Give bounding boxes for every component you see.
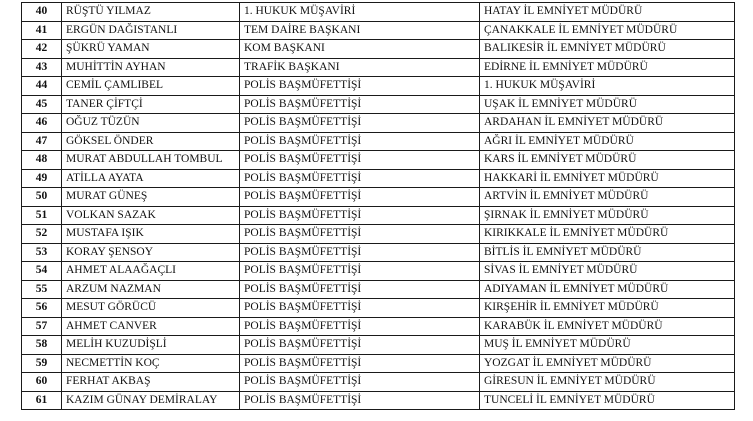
new-position: ADIYAMAN İL EMNİYET MÜDÜRÜ xyxy=(480,280,735,299)
row-number: 55 xyxy=(22,280,62,299)
current-position: 1. HUKUK MÜŞAVİRİ xyxy=(240,3,480,22)
new-position: MUŞ İL EMNİYET MÜDÜRÜ xyxy=(480,336,735,355)
person-name: AHMET ALAAĞAÇLI xyxy=(62,262,240,281)
table-row xyxy=(22,354,735,373)
person-name: CEMİL ÇAMLIBEL xyxy=(62,77,240,96)
new-position: KIRIKKALE İL EMNİYET MÜDÜRÜ xyxy=(480,225,735,244)
current-position: POLİS BAŞMÜFETTİŞİ xyxy=(240,391,480,410)
new-position: KARABÜK İL EMNİYET MÜDÜRÜ xyxy=(480,317,735,336)
person-name: TANER ÇİFTÇİ xyxy=(62,95,240,114)
new-position: HAKKARİ İL EMNİYET MÜDÜRÜ xyxy=(480,169,735,188)
row-number: 43 xyxy=(22,58,62,77)
table-row xyxy=(22,40,735,59)
row-number: 52 xyxy=(22,225,62,244)
table-row xyxy=(22,21,735,40)
row-number: 50 xyxy=(22,188,62,207)
new-position: HATAY İL EMNİYET MÜDÜRÜ xyxy=(480,3,735,22)
row-number: 54 xyxy=(22,262,62,281)
table-row xyxy=(22,151,735,170)
current-position: POLİS BAŞMÜFETTİŞİ xyxy=(240,188,480,207)
person-name: NECMETTİN KOÇ xyxy=(62,354,240,373)
person-name: MUSTAFA IŞIK xyxy=(62,225,240,244)
person-name: KORAY ŞENSOY xyxy=(62,243,240,262)
row-number: 44 xyxy=(22,77,62,96)
table-row xyxy=(22,317,735,336)
row-number: 48 xyxy=(22,151,62,170)
current-position: POLİS BAŞMÜFETTİŞİ xyxy=(240,132,480,151)
current-position: POLİS BAŞMÜFETTİŞİ xyxy=(240,169,480,188)
row-number: 45 xyxy=(22,95,62,114)
current-position: POLİS BAŞMÜFETTİŞİ xyxy=(240,299,480,318)
row-number: 58 xyxy=(22,336,62,355)
row-number: 46 xyxy=(22,114,62,133)
table-row xyxy=(22,336,735,355)
new-position: ARDAHAN İL EMNİYET MÜDÜRÜ xyxy=(480,114,735,133)
person-name: OĞUZ TÜZÜN xyxy=(62,114,240,133)
new-position: EDİRNE İL EMNİYET MÜDÜRÜ xyxy=(480,58,735,77)
new-position: ŞIRNAK İL EMNİYET MÜDÜRÜ xyxy=(480,206,735,225)
current-position: POLİS BAŞMÜFETTİŞİ xyxy=(240,95,480,114)
current-position: POLİS BAŞMÜFETTİŞİ xyxy=(240,317,480,336)
current-position: POLİS BAŞMÜFETTİŞİ xyxy=(240,280,480,299)
current-position: POLİS BAŞMÜFETTİŞİ xyxy=(240,114,480,133)
current-position: KOM BAŞKANI xyxy=(240,40,480,59)
table-row xyxy=(22,225,735,244)
table-row xyxy=(22,373,735,392)
table-row xyxy=(22,243,735,262)
person-name: ATİLLA AYATA xyxy=(62,169,240,188)
person-name: GÖKSEL ÖNDER xyxy=(62,132,240,151)
new-position: BALIKESİR İL EMNİYET MÜDÜRÜ xyxy=(480,40,735,59)
table-row xyxy=(22,95,735,114)
table-row xyxy=(22,77,735,96)
row-number: 40 xyxy=(22,3,62,22)
table-row xyxy=(22,3,735,22)
new-position: GİRESUN İL EMNİYET MÜDÜRÜ xyxy=(480,373,735,392)
person-name: ERGÜN DAĞISTANLI xyxy=(62,21,240,40)
person-name: VOLKAN SAZAK xyxy=(62,206,240,225)
current-position: POLİS BAŞMÜFETTİŞİ xyxy=(240,262,480,281)
row-number: 56 xyxy=(22,299,62,318)
row-number: 41 xyxy=(22,21,62,40)
current-position: POLİS BAŞMÜFETTİŞİ xyxy=(240,373,480,392)
person-name: MELİH KUZUDİŞLİ xyxy=(62,336,240,355)
row-number: 49 xyxy=(22,169,62,188)
person-name: MUHİTTİN AYHAN xyxy=(62,58,240,77)
person-name: KAZIM GÜNAY DEMİRALAY xyxy=(62,391,240,410)
table-row xyxy=(22,391,735,410)
row-number: 42 xyxy=(22,40,62,59)
current-position: POLİS BAŞMÜFETTİŞİ xyxy=(240,243,480,262)
row-number: 57 xyxy=(22,317,62,336)
person-name: MURAT GÜNEŞ xyxy=(62,188,240,207)
assignment-table xyxy=(21,2,735,410)
person-name: MESUT GÖRÜCÜ xyxy=(62,299,240,318)
table-row xyxy=(22,262,735,281)
new-position: UŞAK İL EMNİYET MÜDÜRÜ xyxy=(480,95,735,114)
person-name: FERHAT AKBAŞ xyxy=(62,373,240,392)
current-position: POLİS BAŞMÜFETTİŞİ xyxy=(240,354,480,373)
person-name: RÜŞTÜ YILMAZ xyxy=(62,3,240,22)
table-row xyxy=(22,280,735,299)
new-position: YOZGAT İL EMNİYET MÜDÜRÜ xyxy=(480,354,735,373)
table-row xyxy=(22,206,735,225)
table-row xyxy=(22,188,735,207)
person-name: MURAT ABDULLAH TOMBUL xyxy=(62,151,240,170)
new-position: BİTLİS İL EMNİYET MÜDÜRÜ xyxy=(480,243,735,262)
current-position: POLİS BAŞMÜFETTİŞİ xyxy=(240,206,480,225)
new-position: TUNCELİ İL EMNİYET MÜDÜRÜ xyxy=(480,391,735,410)
table-row xyxy=(22,132,735,151)
current-position: POLİS BAŞMÜFETTİŞİ xyxy=(240,225,480,244)
table-row xyxy=(22,58,735,77)
new-position: ARTVİN İL EMNİYET MÜDÜRÜ xyxy=(480,188,735,207)
current-position: TRAFİK BAŞKANI xyxy=(240,58,480,77)
row-number: 61 xyxy=(22,391,62,410)
row-number: 53 xyxy=(22,243,62,262)
row-number: 51 xyxy=(22,206,62,225)
current-position: POLİS BAŞMÜFETTİŞİ xyxy=(240,151,480,170)
current-position: POLİS BAŞMÜFETTİŞİ xyxy=(240,336,480,355)
current-position: TEM DAİRE BAŞKANI xyxy=(240,21,480,40)
person-name: ŞÜKRÜ YAMAN xyxy=(62,40,240,59)
new-position: AĞRI İL EMNİYET MÜDÜRÜ xyxy=(480,132,735,151)
new-position: 1. HUKUK MÜŞAVİRİ xyxy=(480,77,735,96)
new-position: ÇANAKKALE İL EMNİYET MÜDÜRÜ xyxy=(480,21,735,40)
person-name: AHMET CANVER xyxy=(62,317,240,336)
table-row xyxy=(22,114,735,133)
current-position: POLİS BAŞMÜFETTİŞİ xyxy=(240,77,480,96)
table-row xyxy=(22,169,735,188)
person-name: ARZUM NAZMAN xyxy=(62,280,240,299)
assignment-table-body xyxy=(22,3,735,410)
new-position: KIRŞEHİR İL EMNİYET MÜDÜRÜ xyxy=(480,299,735,318)
row-number: 60 xyxy=(22,373,62,392)
table-row xyxy=(22,299,735,318)
new-position: KARS İL EMNİYET MÜDÜRÜ xyxy=(480,151,735,170)
row-number: 59 xyxy=(22,354,62,373)
new-position: SİVAS İL EMNİYET MÜDÜRÜ xyxy=(480,262,735,281)
row-number: 47 xyxy=(22,132,62,151)
